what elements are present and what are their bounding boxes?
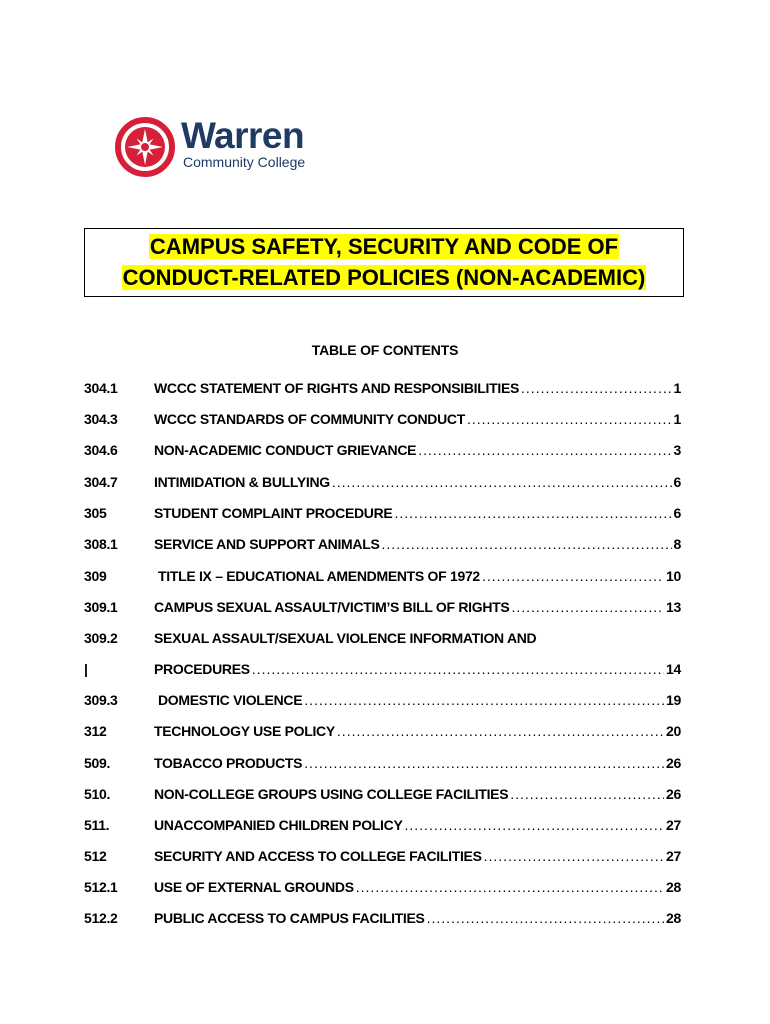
toc-row — [84, 534, 681, 554]
toc-section-number: 510. — [84, 786, 111, 802]
toc-row — [84, 753, 681, 773]
toc-section-title: STUDENT COMPLAINT PROCEDURE — [154, 505, 393, 521]
toc-page-number: 27 — [666, 817, 681, 833]
toc-section-title: CAMPUS SEXUAL ASSAULT/VICTIM’S BILL OF RIGHTS — [154, 599, 510, 615]
toc-row — [84, 409, 681, 429]
toc-row — [84, 597, 681, 617]
toc-row — [84, 378, 681, 398]
toc-section-number: 512 — [84, 848, 107, 864]
toc-leader-dots — [511, 597, 664, 617]
starburst-icon — [115, 117, 175, 177]
toc-section-title: WCCC STANDARDS OF COMMUNITY CONDUCT — [154, 411, 465, 427]
toc-row — [84, 721, 681, 741]
toc-row — [84, 690, 681, 710]
toc-section-title: TECHNOLOGY USE POLICY — [154, 723, 335, 739]
toc-section-number: 309.1 — [84, 599, 118, 615]
toc-page-number: 10 — [666, 568, 681, 584]
toc-row — [84, 503, 681, 523]
toc-section-title: DOMESTIC VIOLENCE — [158, 692, 303, 708]
toc-page-number: 26 — [666, 755, 681, 771]
toc-page-number: 6 — [673, 505, 681, 521]
toc-row — [84, 846, 681, 866]
toc-row — [84, 566, 681, 586]
toc-heading: TABLE OF CONTENTS — [311, 342, 459, 358]
toc-section-title: SECURITY AND ACCESS TO COLLEGE FACILITIES — [154, 848, 482, 864]
toc-leader-dots — [252, 659, 664, 679]
toc-row — [84, 440, 681, 460]
toc-page-number: 1 — [673, 411, 681, 427]
toc-section-title: PROCEDURES — [154, 661, 250, 677]
toc-section-number: 511. — [84, 817, 110, 833]
toc-page-number: 13 — [666, 599, 681, 615]
toc-row — [84, 659, 681, 679]
toc-section-title: TOBACCO PRODUCTS — [154, 755, 303, 771]
toc-section-number: 309 — [84, 568, 107, 584]
toc-section-title: USE OF EXTERNAL GROUNDS — [154, 879, 354, 895]
toc-section-title: PUBLIC ACCESS TO CAMPUS FACILITIES — [154, 910, 425, 926]
toc-leader-dots — [304, 690, 664, 710]
toc-section-number: 312 — [84, 723, 107, 739]
toc-row — [84, 784, 681, 804]
toc-leader-dots — [510, 784, 664, 804]
toc-page-number: 20 — [666, 723, 681, 739]
toc-page-number: 19 — [666, 692, 681, 708]
logo-name: Warren — [181, 115, 305, 156]
toc-page-number: 14 — [666, 661, 681, 677]
toc-row — [84, 877, 681, 897]
toc-page-number: 28 — [666, 910, 681, 926]
toc-section-number: 304.3 — [84, 411, 118, 427]
toc-section-number: 512.1 — [84, 879, 118, 895]
toc-row — [84, 472, 681, 492]
toc-section-number: 304.6 — [84, 442, 118, 458]
toc-section-title: WCCC STATEMENT OF RIGHTS AND RESPONSIBILITIES — [154, 380, 520, 396]
toc-leader-dots — [467, 409, 672, 429]
toc-page-number: 28 — [666, 879, 681, 895]
toc-section-title: SERVICE AND SUPPORT ANIMALS — [154, 536, 380, 552]
toc-section-number: 308.1 — [84, 536, 118, 552]
toc-row — [84, 815, 681, 835]
toc-leader-dots — [394, 503, 671, 523]
toc-page-number: 26 — [666, 786, 681, 802]
toc-leader-dots — [382, 534, 672, 554]
toc-section-title: UNACCOMPANIED CHILDREN POLICY — [154, 817, 403, 833]
toc-leader-dots — [356, 877, 664, 897]
toc-section-number: 509. — [84, 755, 111, 771]
toc-leader-dots — [482, 566, 664, 586]
toc-page-number: 6 — [673, 474, 681, 490]
toc-leader-dots — [304, 753, 664, 773]
toc-leader-dots — [427, 908, 664, 928]
toc-section-title: TITLE IX – EDUCATIONAL AMENDMENTS OF 1972 — [158, 568, 480, 584]
toc-section-number: 309.2 — [84, 630, 118, 646]
toc-row — [84, 908, 681, 928]
toc-section-number: 304.1 — [84, 380, 118, 396]
document-title — [84, 228, 684, 297]
title-line-1: CAMPUS SAFETY, SECURITY AND CODE OF — [149, 234, 619, 259]
toc-leader-dots — [337, 721, 664, 741]
toc-leader-dots — [405, 815, 665, 835]
logo-subtitle: Community College — [183, 154, 306, 170]
toc-page-number: 1 — [673, 380, 681, 396]
toc-section-number: 304.7 — [84, 474, 118, 490]
toc-leader-dots — [418, 440, 671, 460]
toc-section-title: INTIMIDATION & BULLYING — [154, 474, 330, 490]
toc-page-number: 27 — [666, 848, 681, 864]
toc-leader-dots — [484, 846, 664, 866]
toc-page-number: 3 — [673, 442, 681, 458]
toc-leader-dots — [332, 472, 672, 492]
toc-section-number: 309.3 — [84, 692, 118, 708]
toc-row — [84, 628, 681, 648]
toc-section-number: | — [84, 661, 88, 677]
toc-section-title: SEXUAL ASSAULT/SEXUAL VIOLENCE INFORMATION AND — [154, 630, 537, 646]
toc-section-number: 512.2 — [84, 910, 118, 926]
college-logo — [115, 117, 330, 177]
toc-section-title: NON-ACADEMIC CONDUCT GRIEVANCE — [154, 442, 417, 458]
toc-leader-dots — [521, 378, 671, 398]
toc-section-title: NON-COLLEGE GROUPS USING COLLEGE FACILITIES — [154, 786, 509, 802]
toc-page-number: 8 — [673, 536, 681, 552]
title-line-2: CONDUCT-RELATED POLICIES (NON-ACADEMIC) — [122, 265, 646, 290]
toc-section-number: 305 — [84, 505, 107, 521]
